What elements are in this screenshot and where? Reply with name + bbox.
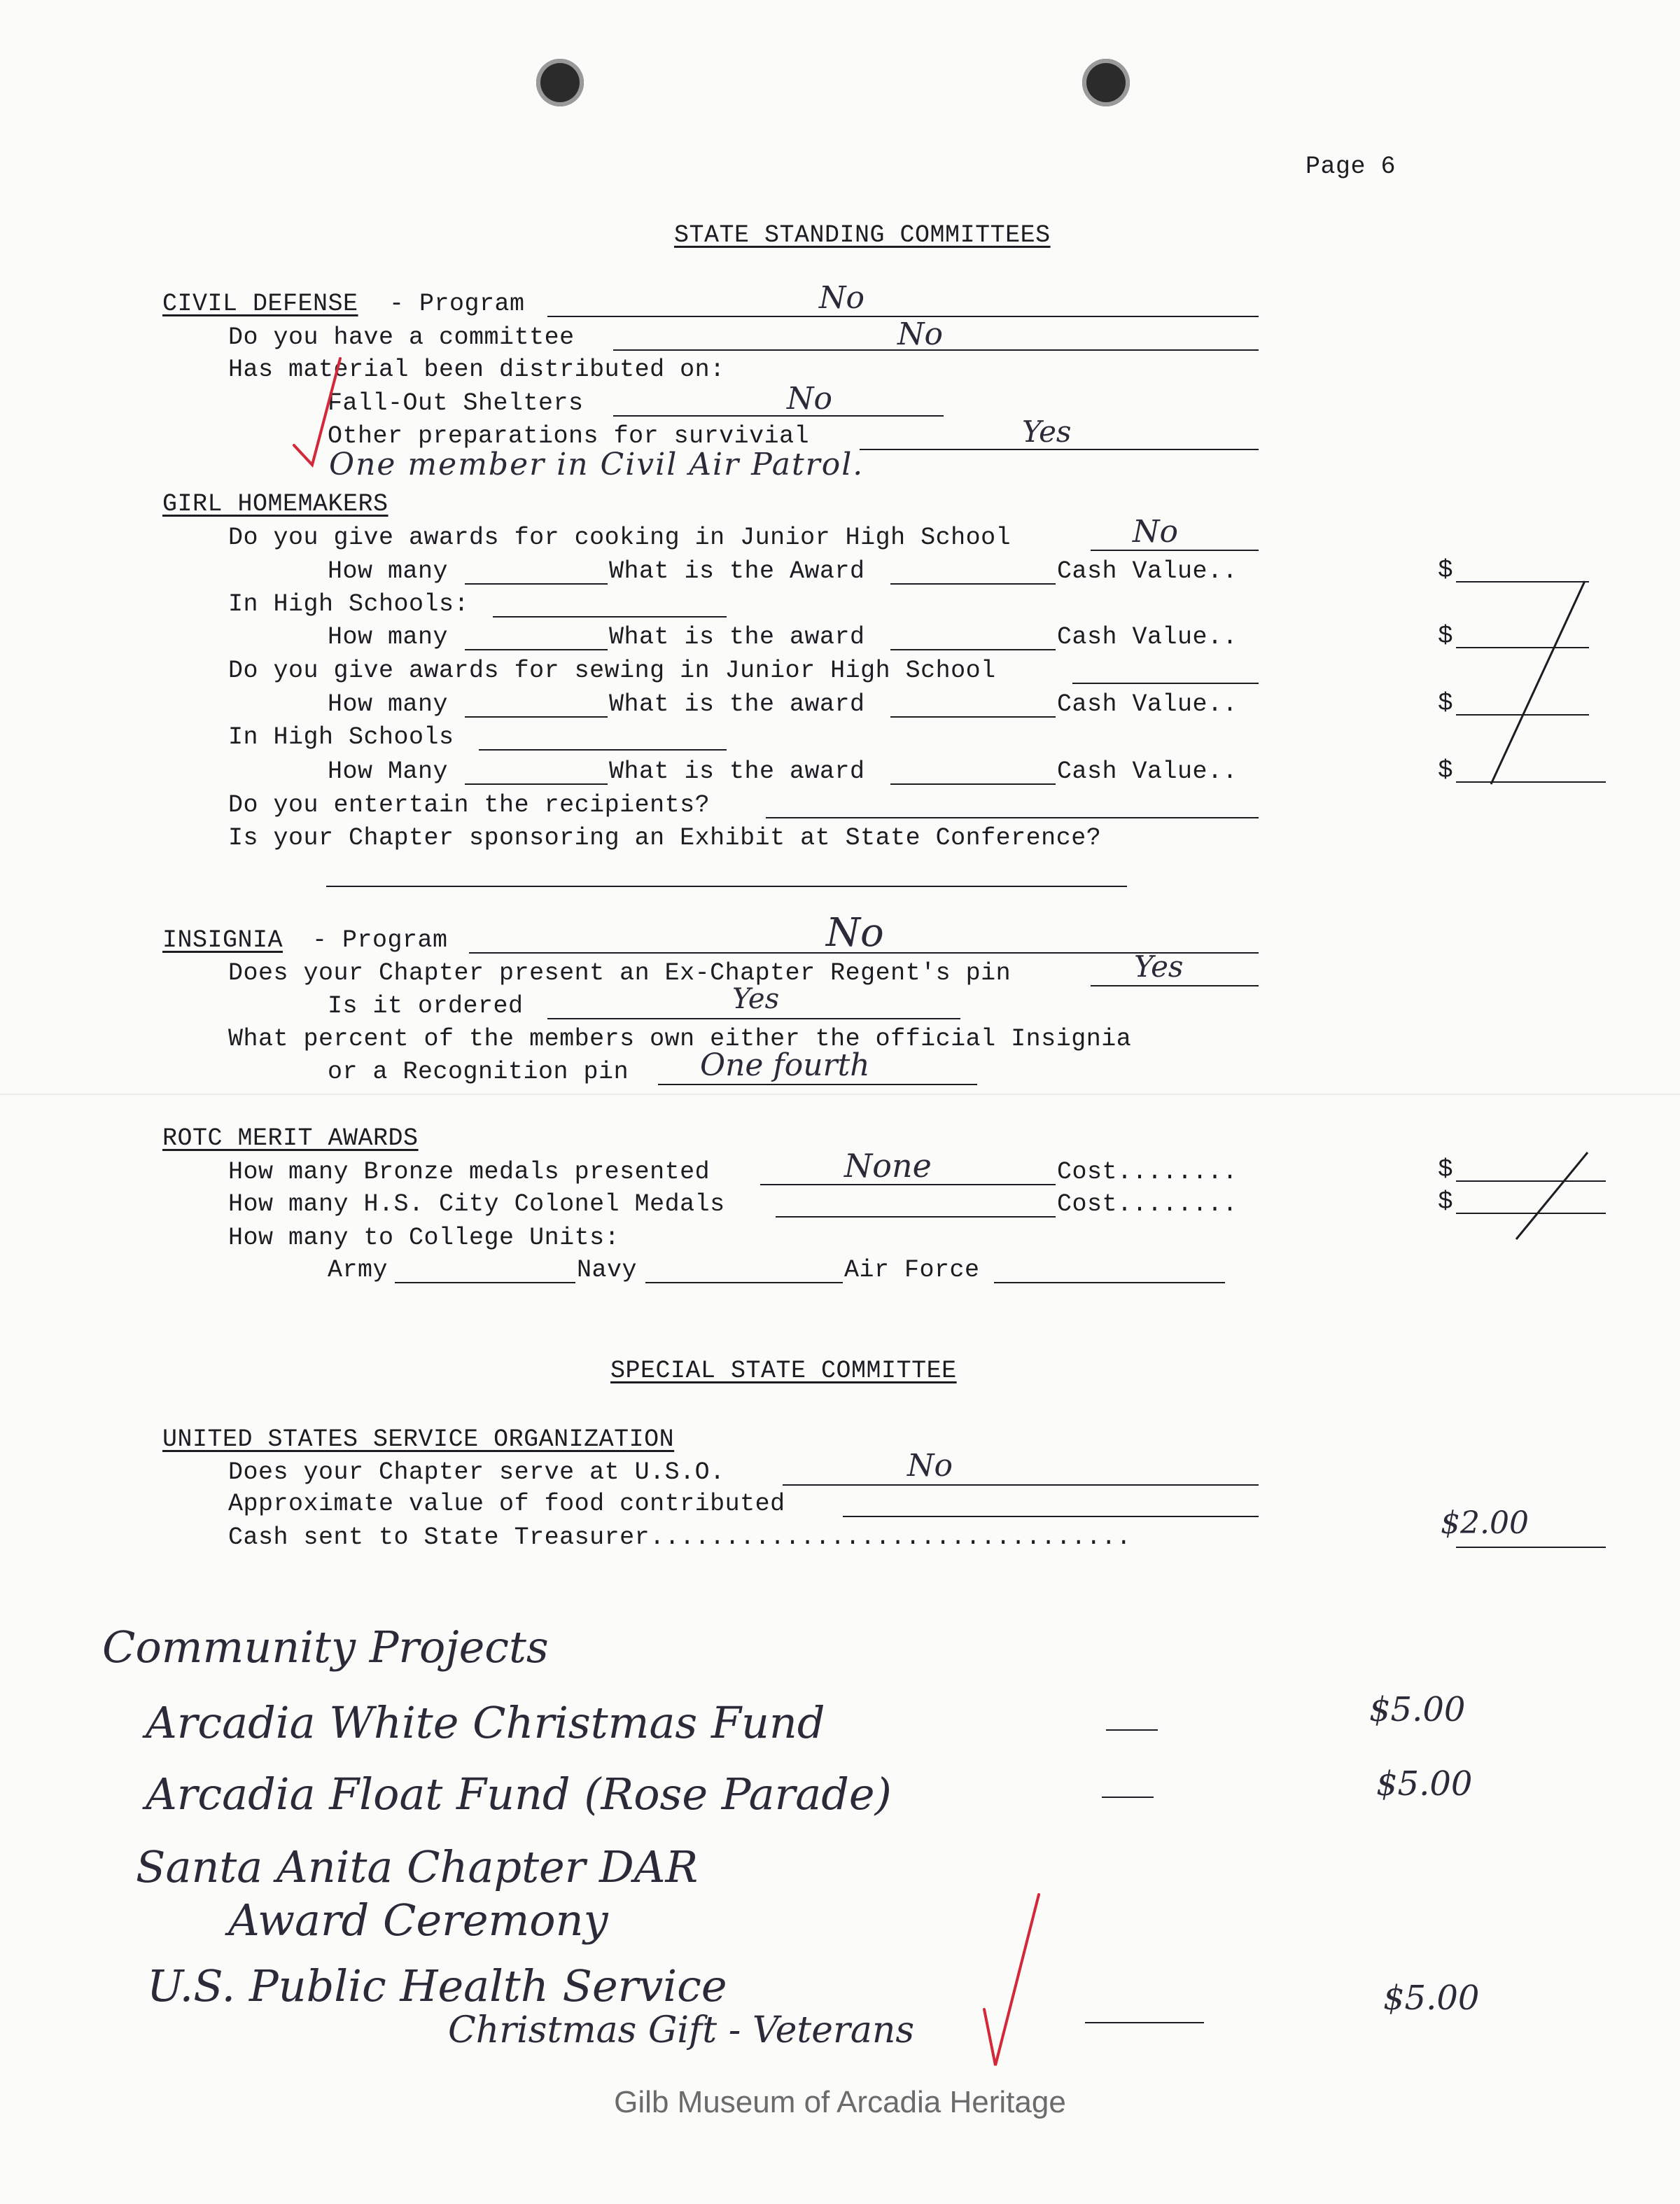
label-program: - Program	[389, 290, 525, 318]
label-air-force: Air Force	[844, 1256, 980, 1284]
dollar-sign: $	[1438, 556, 1454, 585]
heading-special-state-committee: SPECIAL STATE COMMITTEE	[610, 1357, 957, 1385]
q-ordered: Is it ordered	[328, 992, 524, 1020]
q-serve: Does your Chapter serve at U.S.O.	[228, 1458, 725, 1486]
label-material: Has material been distributed on:	[228, 356, 725, 384]
answer-pin: Yes	[1134, 949, 1184, 984]
answer-committee: No	[897, 316, 943, 352]
community-item: Arcadia White Christmas Fund	[146, 1697, 825, 1748]
community-title: Community Projects	[102, 1621, 549, 1673]
answer-other: Yes	[1022, 414, 1072, 449]
q-recognition-pin: or a Recognition pin	[328, 1058, 629, 1086]
cash-amount: $2.00	[1441, 1505, 1529, 1541]
slash-mark-girl-homemakers	[1491, 581, 1585, 784]
q-percent: What percent of the members own either the official Insignia	[228, 1025, 1132, 1053]
label-cash-value: Cash Value..	[1057, 623, 1238, 651]
label-committee: Do you have a committee	[228, 323, 575, 351]
label-in-high-schools: In High Schools	[228, 723, 454, 751]
answer-shelters: No	[787, 381, 832, 417]
label-how-many: How many	[328, 557, 449, 585]
section-title: INSIGNIA	[162, 926, 284, 954]
q-regent-pin: Does your Chapter present an Ex-Chapter Regent's pin	[228, 959, 1011, 987]
label-other-preparations: Other preparations for survivial	[328, 422, 810, 450]
q-colonel: How many H.S. City Colonel Medals	[228, 1190, 725, 1218]
community-amount: $5.00	[1383, 1979, 1480, 2018]
community-item: Award Ceremony	[228, 1895, 608, 1946]
q-exhibit: Is your Chapter sponsoring an Exhibit at State Conference?	[228, 824, 1102, 852]
answer-program: No	[819, 280, 864, 316]
label-what-award: What is the Award	[609, 557, 865, 585]
dollar-sign: $	[1438, 1155, 1454, 1184]
dollar-sign: $	[1438, 756, 1454, 785]
label-cash-value: Cash Value..	[1057, 758, 1238, 786]
red-check-community	[984, 1895, 1039, 2065]
label-in-high-schools: In High Schools:	[228, 590, 470, 618]
label-program: - Program	[312, 926, 448, 954]
community-item: Arcadia Float Fund (Rose Parade)	[146, 1769, 892, 1820]
community-item: Christmas Gift - Veterans	[448, 2009, 915, 2051]
q-sewing: Do you give awards for sewing in Junior High School	[228, 657, 996, 685]
handwritten-note: One member in Civil Air Patrol.	[329, 447, 864, 482]
answer-program: No	[826, 910, 884, 956]
watermark: Gilb Museum of Arcadia Heritage	[614, 2085, 1066, 2119]
answer-cooking: No	[1133, 514, 1178, 550]
label-how-many: How many	[328, 623, 449, 651]
dollar-sign: $	[1438, 622, 1454, 650]
answer-ordered: Yes	[732, 983, 780, 1015]
label-cash-value: Cash Value..	[1057, 557, 1238, 585]
dollar-sign: $	[1438, 689, 1454, 718]
community-amount: $5.00	[1369, 1690, 1466, 1729]
label-shelters: Fall-Out Shelters	[328, 389, 584, 417]
answer-bronze: None	[844, 1147, 932, 1185]
dollar-sign: $	[1438, 1187, 1454, 1216]
section-title: GIRL HOMEMAKERS	[162, 490, 388, 518]
community-item: U.S. Public Health Service	[147, 1960, 727, 2011]
label-army: Army	[328, 1256, 388, 1284]
q-food: Approximate value of food contributed	[228, 1490, 785, 1518]
section-title: ROTC MERIT AWARDS	[162, 1124, 419, 1152]
heading-state-standing-committees: STATE STANDING COMMITTEES	[674, 221, 1051, 249]
label-cost: Cost........	[1057, 1158, 1238, 1186]
q-bronze: How many Bronze medals presented	[228, 1158, 710, 1186]
q-cash: Cash sent to State Treasurer................................	[228, 1523, 1132, 1551]
answer-percent: One fourth	[700, 1047, 870, 1083]
slash-mark-rotc	[1516, 1152, 1588, 1239]
q-cooking: Do you give awards for cooking in Junior High School	[228, 524, 1011, 552]
label-what-award: What is the award	[609, 690, 865, 718]
label-what-award: What is the award	[609, 758, 865, 786]
page-number: Page 6	[1306, 153, 1396, 181]
label-how-many: How many	[328, 690, 449, 718]
q-college: How many to College Units:	[228, 1224, 620, 1252]
label-what-award: What is the award	[609, 623, 865, 651]
q-entertain: Do you entertain the recipients?	[228, 791, 710, 819]
community-item: Santa Anita Chapter DAR	[136, 1841, 699, 1892]
section-title: CIVIL DEFENSE	[162, 290, 358, 318]
label-cash-value: Cash Value..	[1057, 690, 1238, 718]
red-check-civil-defense	[294, 358, 340, 465]
label-cost: Cost........	[1057, 1190, 1238, 1218]
label-navy: Navy	[577, 1256, 638, 1284]
section-title: UNITED STATES SERVICE ORGANIZATION	[162, 1425, 675, 1453]
community-amount: $5.00	[1376, 1764, 1473, 1804]
answer-serve: No	[907, 1448, 953, 1484]
label-how-many: How Many	[328, 758, 449, 786]
